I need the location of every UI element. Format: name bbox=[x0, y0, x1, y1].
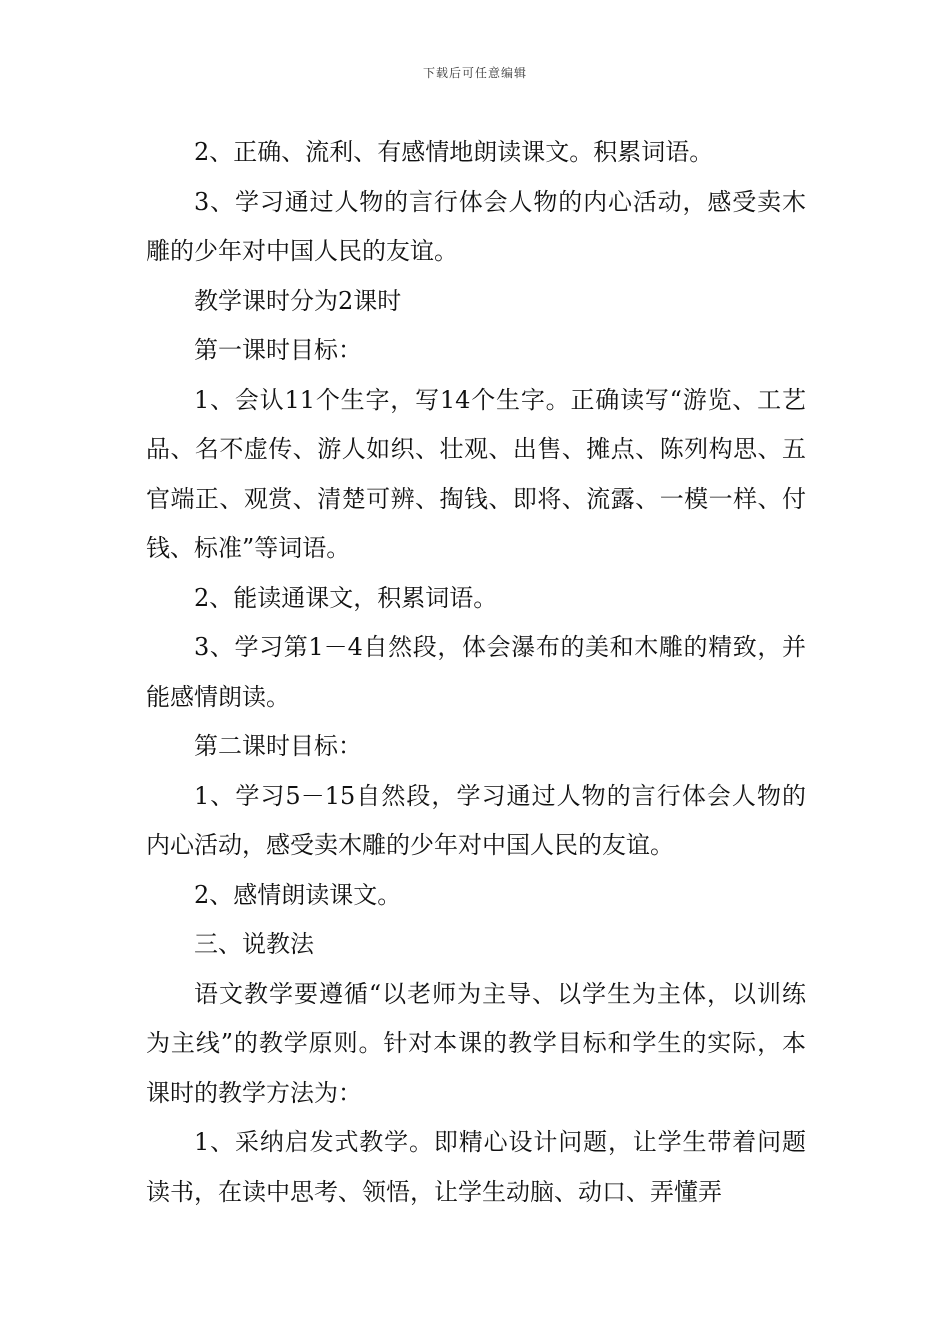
paragraph-goal-2: 2、正确、流利、有感情地朗读课文。积累词语。 bbox=[194, 138, 714, 166]
page-header-note: 下载后可任意编辑 bbox=[422, 66, 527, 80]
document-body bbox=[146, 128, 806, 1217]
paragraph-first-lesson-goal-3: 3、学习第1－4自然段，体会瀑布的美和木雕的精致，并能感情朗读。 bbox=[146, 633, 806, 711]
paragraph-second-lesson-goal-2: 2、感情朗读课文。 bbox=[194, 880, 402, 909]
paragraph-teaching-principle: 语文教学要遵循“以老师为主导、以学生为主体，以训练为主线”的教学原则。针对本课的教学目标和学生的实际，本课时的教学方法为： bbox=[146, 979, 806, 1107]
paragraph-goal-3: 3、学习通过人物的言行体会人物的内心活动，感受卖木雕的少年对中国人民的友谊。 bbox=[146, 187, 806, 265]
paragraph-method-1: 1、采纳启发式教学。即精心设计问题，让学生带着问题读书，在读中思考、领悟，让学生动脑、动口、弄懂弄 bbox=[146, 1128, 806, 1206]
paragraph-first-lesson-goal-1: 1、会认11个生字，写14个生字。正确读写“游览、工艺品、名不虚传、游人如织、壮观、出售、摊点、陈列构思、五官端正、观赏、清楚可辨、掏钱、即将、流露、一模一样、付钱、标准”等词语。 bbox=[146, 385, 806, 562]
heading-first-lesson-goals: 第一课时目标： bbox=[194, 336, 362, 364]
paragraph-first-lesson-goal-2: 2、能读通课文，积累词语。 bbox=[194, 583, 498, 612]
heading-teaching-method: 三、说教法 bbox=[194, 930, 314, 958]
paragraph-lesson-count: 教学课时分为2课时 bbox=[194, 286, 402, 315]
paragraph-second-lesson-goal-1: 1、学习5－15自然段，学习通过人物的言行体会人物的内心活动，感受卖木雕的少年对中国人民的友谊。 bbox=[146, 781, 806, 859]
heading-second-lesson-goals: 第二课时目标： bbox=[194, 732, 362, 760]
